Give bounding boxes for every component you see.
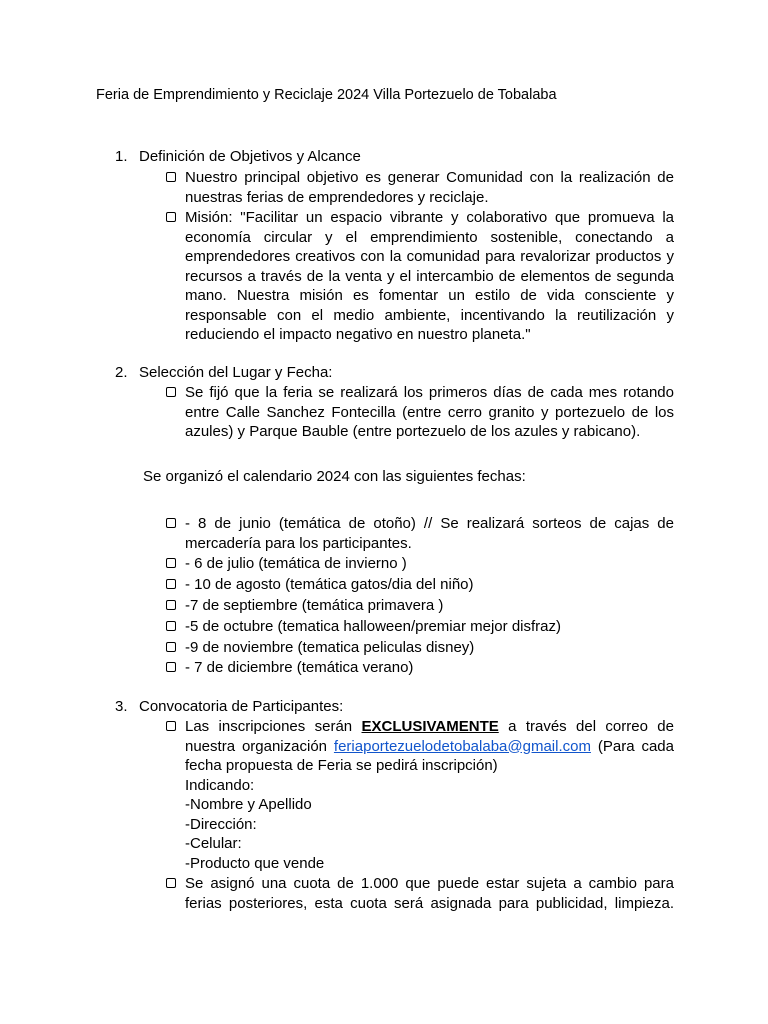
section-1-heading [115, 147, 361, 166]
section-3-number: 3. [115, 698, 128, 715]
field-product: -Producto que vende [185, 854, 325, 872]
section-2-heading [115, 363, 332, 382]
section-3-item-inscription [166, 717, 674, 873]
checkbox-icon[interactable] [166, 721, 176, 731]
field-phone: -Celular: [185, 835, 242, 852]
email-link[interactable]: feriaportezuelodetobalaba@gmail.com [333, 737, 591, 755]
section-3-item-fee [166, 874, 674, 913]
checkbox-icon[interactable] [166, 518, 176, 528]
location-text: Se fijó que la feria se realizará los primeros días de cada mes rotando entre Calle Sanchez Fontecilla (entre cerro granito y portezuelo de los azules) y Parque Bauble (entre portezuelo de los azules y rabicano). [185, 384, 674, 440]
checkbox-icon[interactable] [166, 172, 176, 182]
checkbox-icon[interactable] [166, 558, 176, 568]
checkbox-icon[interactable] [166, 662, 176, 672]
checkbox-icon[interactable] [166, 642, 176, 652]
date-text: -9 de noviembre (tematica peliculas disney) [185, 639, 475, 656]
document-title: Feria de Emprendimiento y Reciclaje 2024 Villa Portezuelo de Tobalaba [96, 87, 557, 103]
section-3-title: Convocatoria de Participantes: [139, 698, 344, 715]
section-2-title: Selección del Lugar y Fecha: [139, 364, 333, 381]
date-text: - 10 de agosto (temática gatos/dia del niño) [185, 576, 474, 593]
section-2-number: 2. [115, 364, 128, 381]
checkbox-icon[interactable] [166, 878, 176, 888]
checkbox-icon[interactable] [166, 600, 176, 610]
checkbox-icon[interactable] [166, 579, 176, 589]
date-item [166, 554, 674, 574]
indicating-label: Indicando: [185, 776, 255, 794]
date-text: - 8 de junio (temática de otoño) // Se realizará sorteos de cajas de mercadería para los participantes. [185, 515, 674, 552]
field-name: -Nombre y Apellido [185, 796, 312, 813]
calendar-intro: Se organizó el calendario 2024 con las siguientes fechas: [143, 468, 526, 485]
inscription-text [185, 717, 674, 873]
date-item [166, 596, 674, 616]
date-item [166, 575, 674, 595]
field-address: -Dirección: [185, 815, 257, 833]
inscription-middle: a través del correo de nuestra organización [185, 718, 674, 755]
section-1-number: 1. [115, 148, 128, 165]
inscription-emphasis: EXCLUSIVAMENTE [361, 718, 499, 735]
objective-text: Nuestro principal objetivo es generar Comunidad con la realización de nuestras ferias de emprendedores y reciclaje. [185, 169, 674, 206]
date-item [166, 638, 674, 658]
checkbox-icon[interactable] [166, 387, 176, 397]
date-item [166, 617, 674, 637]
section-2-item-location [166, 383, 674, 442]
date-item [166, 658, 674, 678]
section-3-heading [115, 697, 343, 716]
date-text: - 6 de julio (temática de invierno ) [185, 555, 407, 572]
inscription-suffix: (Para cada fecha propuesta de Feria se pedirá inscripción) [185, 737, 674, 774]
date-item [166, 514, 674, 553]
date-text: - 7 de diciembre (temática verano) [185, 659, 414, 676]
section-1-item-mission [166, 208, 674, 345]
section-1-item-objective [166, 168, 674, 207]
date-text: -5 de octubre (tematica halloween/premiar mejor disfraz) [185, 618, 561, 635]
mission-text: Misión: "Facilitar un espacio vibrante y colaborativo que promueva la economía circular y el emprendimiento sostenible, conectando a emprendedores creativos con la comunidad para revalorizar productos y recursos a través de la venta y el intercambio de elementos de segunda mano. Nuestra misión es fomentar un estilo de vida consciente y responsable con el medio ambiente, incentivando la reutilización y reduciendo el impacto negativo en nuestro planeta." [185, 209, 674, 343]
fee-text: Se asignó una cuota de 1.000 que puede estar sujeta a cambio para ferias posteriores, esta cuota será asignada para publicidad, limpieza. [185, 875, 674, 912]
checkbox-icon[interactable] [166, 212, 176, 222]
inscription-prefix: Las inscripciones serán [185, 718, 362, 735]
checkbox-icon[interactable] [166, 621, 176, 631]
section-1-title: Definición de Objetivos y Alcance [139, 148, 361, 165]
date-text: -7 de septiembre (temática primavera ) [185, 597, 444, 614]
